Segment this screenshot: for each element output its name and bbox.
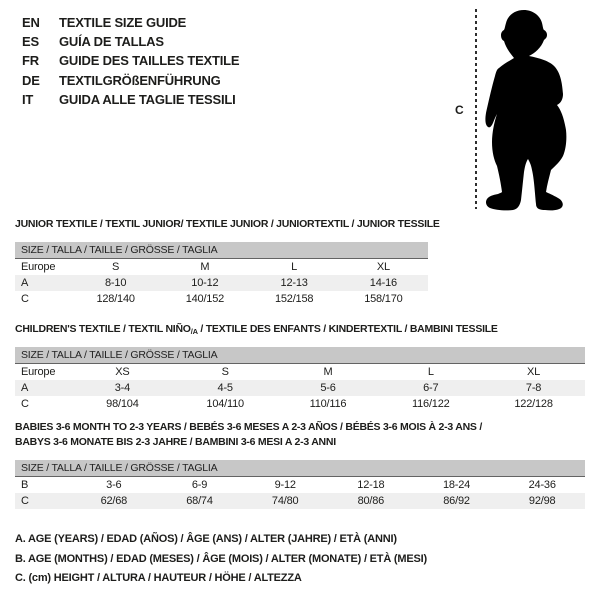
- title-text: CHILDREN'S TEXTILE / TEXTIL NIÑO: [15, 323, 191, 335]
- size-cell: 10-12: [191, 277, 219, 289]
- language-label: GUIDE DES TAILLES TEXTILE: [59, 53, 240, 69]
- row-label: C: [21, 495, 29, 507]
- language-label: GUIDA ALLE TAGLIE TESSILI: [59, 91, 236, 107]
- language-code: IT: [22, 91, 34, 107]
- language-label: TEXTILGRÖßENFÜHRUNG: [59, 72, 221, 88]
- size-table-children: [15, 322, 585, 412]
- size-header-bar: SIZE / TALLA / TAILLE / GRÖSSE / TAGLIA: [15, 347, 585, 364]
- table-title-line: [15, 420, 585, 435]
- table-title-line: [15, 217, 440, 232]
- height-measure-label: C: [455, 103, 464, 117]
- size-cell: 80/86: [357, 495, 385, 507]
- table-row: [15, 380, 585, 396]
- language-list: [22, 13, 239, 109]
- row-label: A: [21, 382, 29, 394]
- size-cell: 8-10: [105, 277, 127, 289]
- size-cell: 12-13: [280, 277, 308, 289]
- language-row: [22, 32, 239, 51]
- footnote-line: C. (cm) HEIGHT / ALTURA / HAUTEUR / HÖHE / ALTEZZA: [15, 572, 302, 584]
- size-cell: XL: [527, 366, 541, 378]
- table-title-line: [15, 322, 585, 337]
- row-label: B: [21, 479, 29, 491]
- language-row: [22, 90, 239, 109]
- row-label: Europe: [21, 366, 56, 378]
- size-cell: 86/92: [443, 495, 470, 507]
- size-cell: 4-5: [217, 382, 233, 394]
- size-cell: 116/122: [412, 398, 450, 410]
- title-text: JUNIOR TEXTILE / TEXTIL JUNIOR/ TEXTILE JUNIOR / JUNIORTEXTIL / JUNIOR TESSILE: [15, 218, 440, 230]
- language-row: [22, 51, 239, 70]
- height-measure-line: [475, 9, 477, 209]
- size-cell: 122/128: [514, 398, 553, 410]
- language-row: [22, 71, 239, 90]
- table-row: [15, 275, 428, 291]
- size-cell: XS: [115, 366, 130, 378]
- size-cell: L: [427, 366, 434, 378]
- language-label: GUÍA DE TALLAS: [59, 34, 164, 50]
- footnote-line: B. AGE (MONTHS) / EDAD (MESES) / ÂGE (MOIS) / ALTER (MONATE) / ETÀ (MESI): [15, 552, 427, 565]
- table-row: [15, 477, 585, 493]
- table-title: [15, 322, 585, 337]
- size-cell: 158/170: [364, 293, 403, 305]
- size-cell: 98/104: [106, 398, 139, 410]
- table-row: [15, 364, 585, 380]
- language-code: FR: [22, 53, 39, 69]
- size-cell: S: [221, 366, 229, 378]
- size-cell: 62/68: [100, 495, 128, 507]
- table-row: [15, 396, 585, 412]
- size-table-junior: [15, 217, 440, 307]
- table-row: [15, 291, 428, 307]
- title-text: /A: [190, 327, 198, 336]
- table-title: [15, 420, 585, 450]
- title-text: BABIES 3-6 MONTH TO 2-3 YEARS / BEBÉS 3-6 MESES A 2-3 AÑOS / BÉBÉS 3-6 MOIS À 2-3 ANS /: [15, 421, 483, 433]
- language-label: TEXTILE SIZE GUIDE: [59, 15, 187, 30]
- table-row: [15, 493, 585, 509]
- size-cell: 12-18: [357, 479, 385, 491]
- size-cell: 6-9: [191, 479, 208, 491]
- size-cell: 104/110: [206, 398, 244, 410]
- size-header-bar: SIZE / TALLA / TAILLE / GRÖSSE / TAGLIA: [15, 460, 585, 477]
- table-title-line: [15, 435, 585, 450]
- size-cell: M: [200, 261, 210, 273]
- row-label: Europe: [21, 261, 56, 273]
- language-code: DE: [22, 72, 40, 88]
- size-cell: S: [112, 261, 120, 273]
- size-cell: 9-12: [274, 479, 296, 491]
- size-cell: XL: [376, 261, 390, 273]
- size-cell: 74/80: [271, 495, 299, 507]
- row-label: C: [21, 293, 29, 305]
- baby-silhouette-icon: [483, 6, 585, 214]
- size-cell: 24-36: [528, 479, 556, 491]
- language-code: ES: [22, 34, 39, 50]
- title-text: BABYS 3-6 MONATE BIS 2-3 JAHRE / BAMBINI 3-6 MESI A 2-3 ANNI: [15, 436, 336, 448]
- size-cell: 68/74: [186, 495, 213, 507]
- table-row: [15, 259, 428, 275]
- size-cell: 110/116: [309, 398, 347, 410]
- size-cell: 14-16: [369, 277, 397, 289]
- size-cell: 6-7: [423, 382, 439, 394]
- size-cell: 5-6: [320, 382, 336, 394]
- size-cell: 152/158: [274, 293, 314, 305]
- footnote-line: A. AGE (YEARS) / EDAD (AÑOS) / ÂGE (ANS) / ALTER (JAHRE) / ETÀ (ANNI): [15, 533, 397, 545]
- table-title: [15, 217, 440, 232]
- size-cell: 7-8: [525, 382, 542, 394]
- size-table-babies: [15, 420, 585, 509]
- language-row: [22, 13, 239, 32]
- footnotes: [15, 530, 427, 589]
- size-cell: 128/140: [96, 293, 135, 305]
- language-code: EN: [22, 15, 40, 30]
- row-label: C: [21, 398, 29, 410]
- size-cell: 3-6: [106, 479, 122, 491]
- size-cell: 3-4: [114, 382, 131, 394]
- title-text: / TEXTILE DES ENFANTS / KINDERTEXTIL / BAMBINI TESSILE: [197, 323, 498, 335]
- size-cell: 18-24: [442, 479, 471, 491]
- size-cell: 140/152: [185, 293, 225, 305]
- size-cell: M: [323, 366, 333, 378]
- size-header-bar: SIZE / TALLA / TAILLE / GRÖSSE / TAGLIA: [15, 242, 428, 259]
- size-cell: 92/98: [528, 495, 556, 507]
- size-cell: L: [291, 261, 298, 273]
- row-label: A: [21, 277, 29, 289]
